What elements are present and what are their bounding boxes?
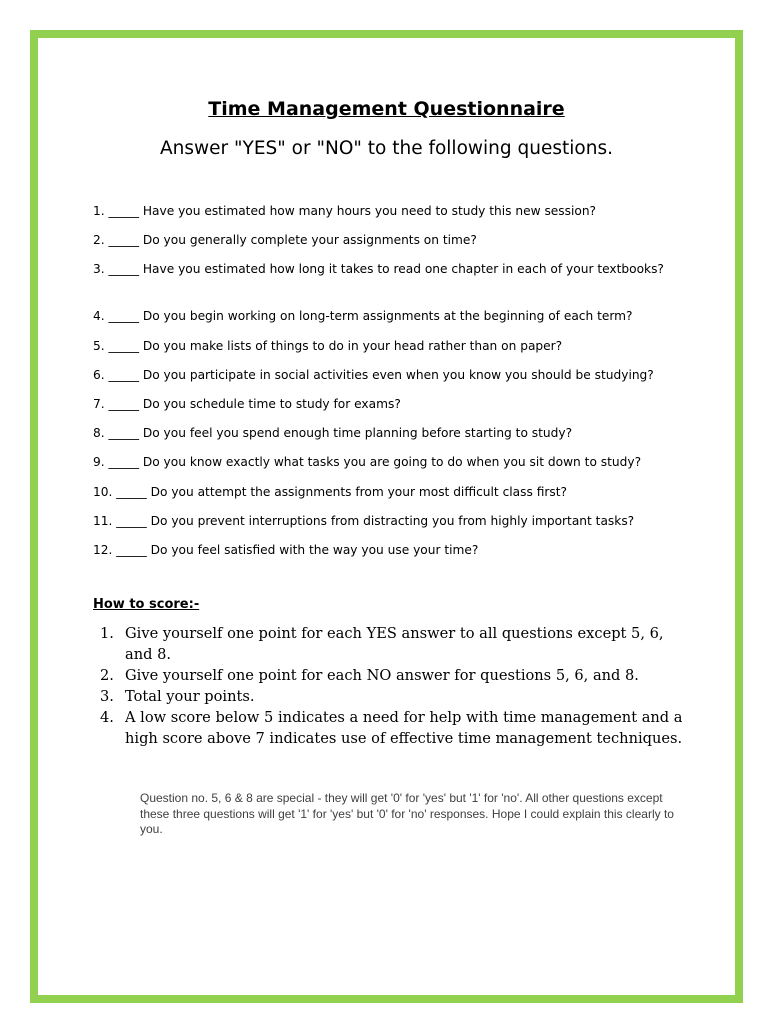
explanation-note: Question no. 5, 6 & 8 are special - they will get '0' for 'yes' but '1' for 'no'. All other questions except these three questions will get '1' for 'yes' but '0' for 'no' responses. Hope I could explain this clearly to you. bbox=[140, 791, 674, 836]
page-title: Time Management Questionnaire bbox=[208, 98, 565, 120]
score-item bbox=[100, 686, 690, 707]
score-item-number: 1. bbox=[100, 625, 114, 642]
question-item: 11. _____ Do you prevent interruptions from distracting you from highly important tasks? bbox=[93, 513, 635, 528]
question-item: 4. _____ Do you begin working on long-term assignments at the beginning of each term? bbox=[93, 309, 633, 324]
question-item: 7. _____ Do you schedule time to study for exams? bbox=[93, 396, 401, 411]
score-instructions-list bbox=[100, 623, 690, 749]
page-subtitle: Answer "YES" or "NO" to the following questions. bbox=[160, 138, 613, 159]
question-item: 3. _____ Have you estimated how long it takes to read one chapter in each of your textbooks? bbox=[93, 262, 664, 277]
question-item: 1. _____ Have you estimated how many hours you need to study this new session? bbox=[93, 204, 597, 218]
score-item bbox=[100, 665, 690, 686]
question-item: 8. _____ Do you feel you spend enough time planning before starting to study? bbox=[93, 426, 573, 441]
question-item: 9. _____ Do you know exactly what tasks you are going to do when you sit down to study? bbox=[93, 455, 642, 470]
question-item: 5. _____ Do you make lists of things to do in your head rather than on paper? bbox=[93, 338, 563, 353]
page-border-frame bbox=[30, 30, 743, 1003]
score-item-text: Give yourself one point for each NO answer for questions 5, 6, and 8. bbox=[125, 667, 639, 684]
question-item: 6. _____ Do you participate in social activities even when you know you should be studying? bbox=[93, 367, 654, 382]
score-item bbox=[100, 707, 690, 749]
score-item-number: 3. bbox=[100, 688, 114, 705]
question-item: 12. _____ Do you feel satisfied with the way you use your time? bbox=[93, 542, 479, 557]
question-item: 10. _____ Do you attempt the assignments from your most difficult class first? bbox=[93, 484, 567, 499]
score-item-number: 4. bbox=[100, 709, 114, 726]
score-item-text: Total your points. bbox=[125, 688, 255, 705]
score-item bbox=[100, 623, 690, 665]
score-item-text: A low score below 5 indicates a need for help with time management and a high score above 7 indicates use of effective time management techniques. bbox=[125, 709, 683, 747]
question-item: 2. _____ Do you generally complete your assignments on time? bbox=[93, 233, 477, 248]
score-heading: How to score:- bbox=[93, 597, 200, 612]
score-item-text: Give yourself one point for each YES answer to all questions except 5, 6, and 8. bbox=[125, 625, 664, 663]
question-list bbox=[93, 203, 693, 571]
score-item-number: 2. bbox=[100, 667, 114, 684]
